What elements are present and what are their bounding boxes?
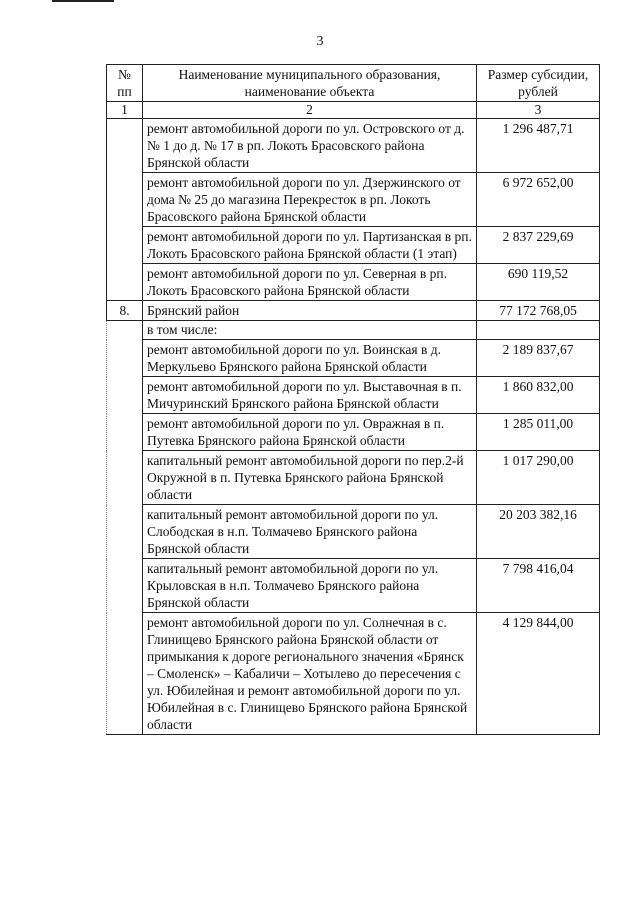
subsidy-amount: 2 189 837,67	[477, 340, 600, 377]
district-row	[107, 301, 600, 321]
row-number	[107, 613, 143, 735]
header-name: Наименование муниципального образования, наименование объекта	[143, 65, 477, 102]
index-cell-1: 1	[107, 102, 143, 119]
page-number: 3	[316, 34, 324, 49]
index-cell-2: 2	[143, 102, 477, 119]
district-name: Брянский район	[143, 301, 477, 321]
object-name: ремонт автомобильной дороги по ул. Выставочная в п. Мичуринский Брянского района Брянской области	[143, 377, 477, 414]
table-row	[107, 414, 600, 451]
subsidy-amount	[477, 321, 600, 340]
subsidy-amount: 1 285 011,00	[477, 414, 600, 451]
object-name: капитальный ремонт автомобильной дороги по ул. Крыловская в н.п. Толмачево Брянского района Брянской области	[143, 559, 477, 613]
row-number	[107, 321, 143, 340]
row-number	[107, 451, 143, 505]
row-number	[107, 559, 143, 613]
subsidy-amount: 20 203 382,16	[477, 505, 600, 559]
row-number	[107, 340, 143, 377]
row-number	[107, 414, 143, 451]
row-number	[107, 264, 143, 301]
header-row	[107, 65, 600, 102]
table-row	[107, 559, 600, 613]
subsidy-amount: 1 296 487,71	[477, 119, 600, 173]
subsidy-amount: 690 119,52	[477, 264, 600, 301]
subsidy-amount: 6 972 652,00	[477, 173, 600, 227]
table-row	[107, 119, 600, 173]
row-number: 8.	[107, 301, 143, 321]
object-name: ремонт автомобильной дороги по ул. Островского от д. № 1 до д. № 17 в рп. Локоть Брасовского района Брянской области	[143, 119, 477, 173]
table-row	[107, 173, 600, 227]
row-number	[107, 377, 143, 414]
object-name: ремонт автомобильной дороги по ул. Овражная в п. Путевка Брянского района Брянской области	[143, 414, 477, 451]
subsidy-amount: 4 129 844,00	[477, 613, 600, 735]
object-name: ремонт автомобильной дороги по ул. Солнечная в с. Глинищево Брянского района Брянской области от примыкания к дороге регионального значения «Брянск – Смоленск» – Кабаличи – Хотылево до пересечения с ул. Юбилейная и ремонт автомобильной дороги по ул. Юбилейная в с. Глинищево Брянского района Брянской области	[143, 613, 477, 735]
subsidy-table	[106, 64, 600, 735]
table-row	[107, 613, 600, 735]
table-row	[107, 321, 600, 340]
table-row	[107, 340, 600, 377]
table-row	[107, 377, 600, 414]
object-name: капитальный ремонт автомобильной дороги по пер.2-й Окружной в п. Путевка Брянского района Брянской области	[143, 451, 477, 505]
subsidy-amount: 2 837 229,69	[477, 227, 600, 264]
row-number	[107, 173, 143, 227]
object-name: ремонт автомобильной дороги по ул. Воинская в д. Меркульево Брянского района Брянской области	[143, 340, 477, 377]
header-amount: Размер субсидии, рублей	[477, 65, 600, 102]
top-rule	[52, 0, 114, 2]
including-label: в том числе:	[143, 321, 477, 340]
row-number	[107, 505, 143, 559]
object-name: ремонт автомобильной дороги по ул. Партизанская в рп. Локоть Брасовского района Брянской области (1 этап)	[143, 227, 477, 264]
row-number	[107, 227, 143, 264]
table-row	[107, 227, 600, 264]
object-name: ремонт автомобильной дороги по ул. Северная в рп. Локоть Брасовского района Брянской области	[143, 264, 477, 301]
index-cell-3: 3	[477, 102, 600, 119]
subsidy-amount: 7 798 416,04	[477, 559, 600, 613]
subsidy-amount: 1 860 832,00	[477, 377, 600, 414]
table-row	[107, 505, 600, 559]
subsidy-amount: 1 017 290,00	[477, 451, 600, 505]
district-total: 77 172 768,05	[477, 301, 600, 321]
object-name: ремонт автомобильной дороги по ул. Дзержинского от дома № 25 до магазина Перекресток в рп. Локоть Брасовского района Брянской области	[143, 173, 477, 227]
object-name: капитальный ремонт автомобильной дороги по ул. Слободская в н.п. Толмачево Брянского района Брянской области	[143, 505, 477, 559]
table-row	[107, 264, 600, 301]
column-index-row	[107, 102, 600, 119]
header-num: № пп	[107, 65, 143, 102]
table-row	[107, 451, 600, 505]
row-number	[107, 119, 143, 173]
